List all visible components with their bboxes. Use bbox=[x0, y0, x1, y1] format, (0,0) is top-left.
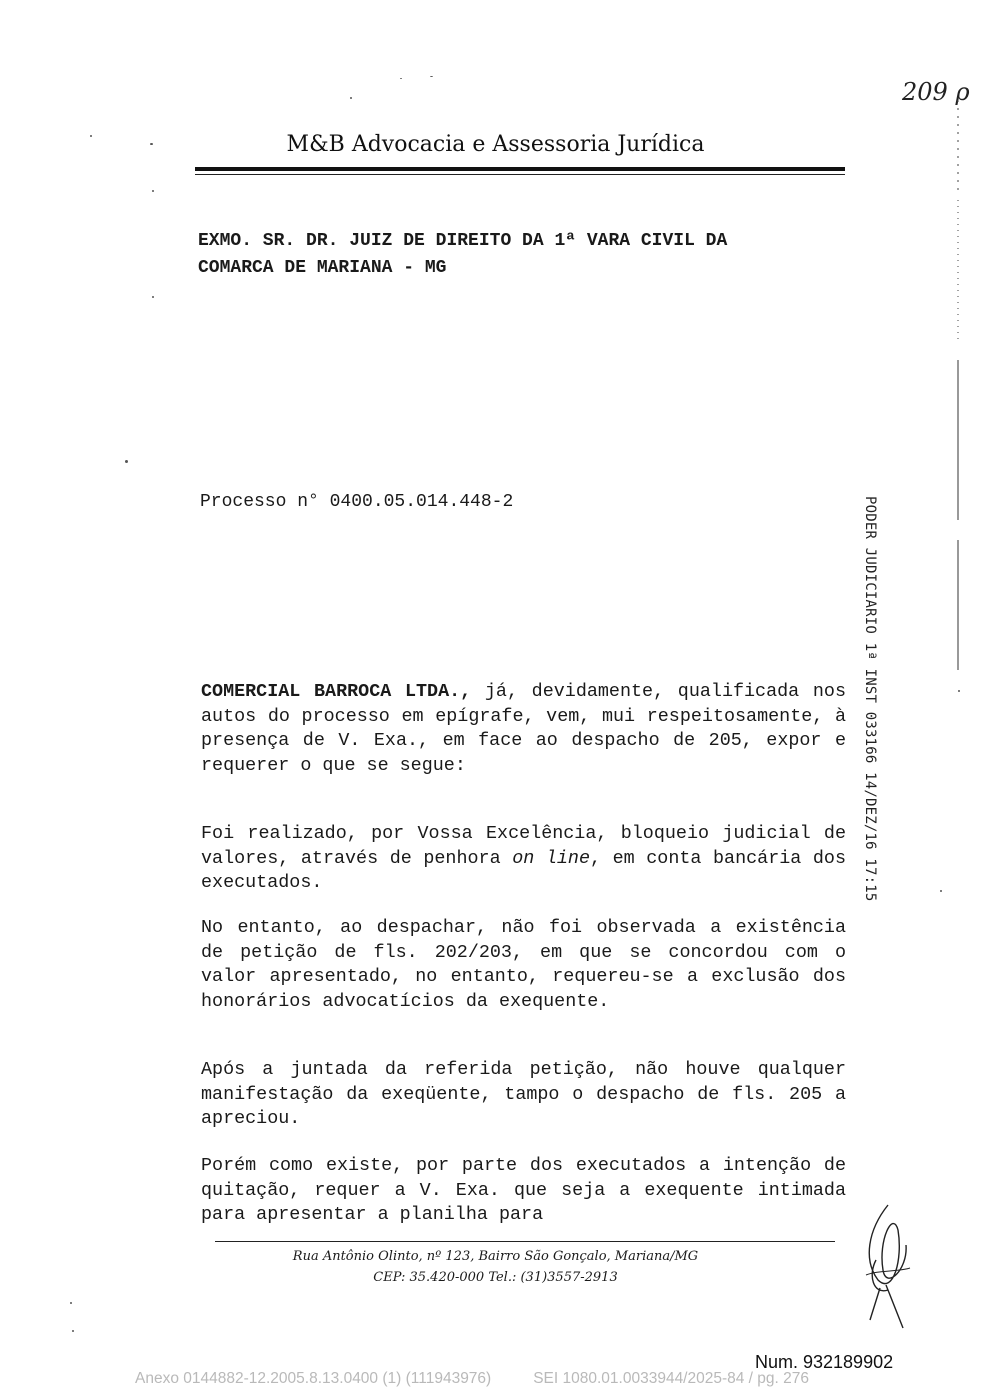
scan-speck bbox=[940, 890, 942, 892]
court-protocol-stamp: PODER JUDICIARIO 1ª INST 033166 14/DEZ/16 17:15 bbox=[862, 496, 878, 902]
footer-address-line-1: Rua Antônio Olinto, nº 123, Bairro São Gonçalo, Mariana/MG bbox=[292, 1249, 699, 1264]
signature-scribble bbox=[858, 1200, 918, 1330]
addressee bbox=[198, 228, 848, 282]
footer-address-line-2: CEP: 35.420-000 Tel.: (31)3557-2913 bbox=[373, 1270, 618, 1285]
scan-speck bbox=[72, 1330, 74, 1332]
handwritten-page-number: 209 ρ bbox=[902, 78, 970, 106]
scan-speck bbox=[152, 190, 154, 192]
party-name: COMERCIAL BARROCA LTDA., bbox=[201, 681, 472, 702]
scan-edge-marks bbox=[955, 80, 965, 700]
paragraph-1 bbox=[201, 680, 846, 778]
paragraph-1-text: já, devidamente, qualificada nos autos do processo em epígrafe, vem, mui respeitosamente, à presença de V. Exa., em face ao despacho de 205, expor e requerer o que se segue: bbox=[201, 681, 846, 776]
scan-speck bbox=[152, 296, 154, 298]
header-rule bbox=[195, 167, 845, 171]
annex-left: Anexo 0144882-12.2005.8.13.0400 (1) (111943976) bbox=[135, 1370, 492, 1387]
paragraph-2-italic: on line bbox=[512, 847, 590, 869]
paragraph-5: Porém como existe, por parte dos executados a intenção de quitação, requer a V. Exa. que seja a exequente intimada para apresentar a planilha para bbox=[201, 1155, 846, 1225]
annex-watermark bbox=[135, 1370, 809, 1388]
paragraph-3: No entanto, ao despachar, não foi observada a existência de petição de fls. 202/203, em que se concordou com o valor apresentado, no entanto, requereu-se a exclusão dos honorários advocatícios da exequente. bbox=[201, 917, 846, 1012]
scan-speck bbox=[125, 460, 128, 463]
document-number: Num. 932189902 bbox=[755, 1352, 894, 1372]
addressee-line-1: EXMO. SR. DR. JUIZ DE DIREITO DA 1ª VARA CIVIL DA bbox=[198, 231, 728, 251]
scan-speck bbox=[70, 1302, 72, 1304]
addressee-line-2: COMARCA DE MARIANA - MG bbox=[198, 258, 447, 278]
scan-speck bbox=[350, 97, 352, 99]
scan-speck bbox=[150, 143, 153, 145]
paragraph-4: Após a juntada da referida petição, não houve qualquer manifestação da exeqüente, tampo o despacho de fls. 205 a apreciou. bbox=[201, 1059, 846, 1129]
firm-name: M&B Advocacia e Assessoria Jurídica bbox=[286, 132, 705, 157]
paragraph-2-before: Foi realizado, por Vossa Excelência, bloqueio judicial de valores, através de penhora bbox=[201, 823, 846, 869]
scan-speck bbox=[90, 135, 92, 137]
footer-rule bbox=[215, 1241, 835, 1242]
process-number: Processo n° 0400.05.014.448-2 bbox=[200, 492, 514, 512]
scan-speck bbox=[958, 690, 960, 692]
header-rule-thin bbox=[195, 174, 845, 175]
scan-speck bbox=[430, 76, 433, 77]
scan-speck bbox=[400, 78, 402, 79]
paragraph-2 bbox=[201, 822, 846, 896]
paragraph-2-after: , em conta bancária dos executados. bbox=[201, 847, 846, 893]
annex-right: SEI 1080.01.0033944/2025-84 / pg. 276 bbox=[533, 1370, 810, 1387]
